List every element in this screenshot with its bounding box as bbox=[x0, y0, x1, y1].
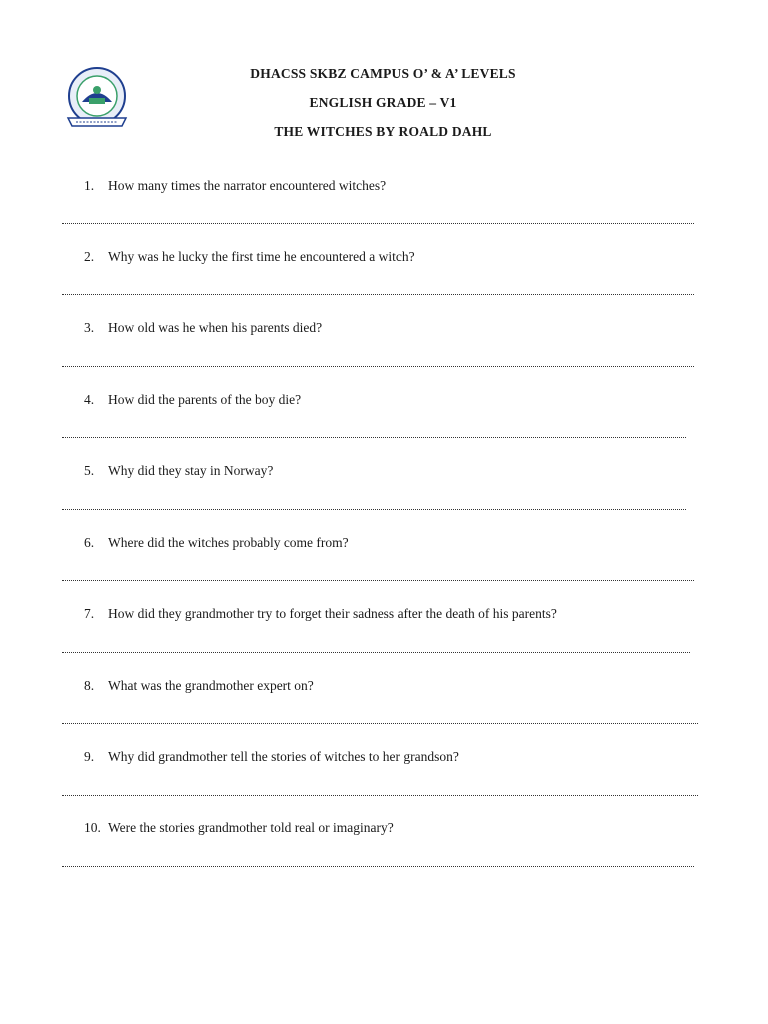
question-number: 5. bbox=[84, 463, 95, 478]
question-9 bbox=[84, 749, 459, 765]
question-3 bbox=[84, 320, 322, 336]
question-text: Were the stories grandmother told real or imaginary? bbox=[108, 820, 394, 835]
question-8 bbox=[84, 678, 314, 694]
question-text: Why was he lucky the first time he encountered a witch? bbox=[108, 249, 415, 264]
question-2 bbox=[84, 249, 415, 265]
question-10 bbox=[84, 820, 394, 836]
question-number: 7. bbox=[84, 606, 95, 621]
question-text: How many times the narrator encountered witches? bbox=[108, 178, 387, 193]
answer-line-3[interactable] bbox=[62, 366, 694, 367]
question-number: 6. bbox=[84, 535, 95, 550]
question-text: Why did grandmother tell the stories of witches to her grandson? bbox=[108, 749, 459, 764]
answer-line-2[interactable] bbox=[62, 294, 694, 295]
answer-line-8[interactable] bbox=[62, 723, 698, 724]
question-5 bbox=[84, 463, 273, 479]
question-number: 8. bbox=[84, 678, 95, 693]
question-number: 2. bbox=[84, 249, 95, 264]
answer-line-4[interactable] bbox=[62, 437, 686, 438]
school-name-heading: DHACSS SKBZ CAMPUS O’ & A’ LEVELS bbox=[250, 66, 516, 81]
question-6 bbox=[84, 535, 349, 551]
question-number: 1. bbox=[84, 178, 95, 193]
answer-line-9[interactable] bbox=[62, 795, 698, 796]
question-1 bbox=[84, 178, 386, 194]
question-text: Why did they stay in Norway? bbox=[108, 463, 274, 478]
answer-line-10[interactable] bbox=[62, 866, 694, 867]
question-number: 3. bbox=[84, 320, 95, 335]
question-7 bbox=[84, 606, 557, 622]
question-4 bbox=[84, 392, 301, 408]
worksheet-title: THE WITCHES BY ROALD DAHL bbox=[274, 124, 492, 139]
grade-heading: ENGLISH GRADE – V1 bbox=[309, 95, 457, 110]
question-text: Where did the witches probably come from? bbox=[108, 535, 349, 550]
question-text: How old was he when his parents died? bbox=[108, 320, 323, 335]
question-text: What was the grandmother expert on? bbox=[108, 678, 314, 693]
answer-line-1[interactable] bbox=[62, 223, 694, 224]
question-number: 9. bbox=[84, 749, 95, 764]
question-text: How did the parents of the boy die? bbox=[108, 392, 302, 407]
school-logo bbox=[62, 66, 132, 134]
question-number: 4. bbox=[84, 392, 95, 407]
question-number: 10. bbox=[84, 820, 101, 835]
school-crest-icon bbox=[62, 66, 132, 134]
answer-line-7[interactable] bbox=[62, 652, 690, 653]
question-text: How did they grandmother try to forget their sadness after the death of his parents? bbox=[108, 606, 557, 621]
answer-line-5[interactable] bbox=[62, 509, 686, 510]
answer-line-6[interactable] bbox=[62, 580, 694, 581]
